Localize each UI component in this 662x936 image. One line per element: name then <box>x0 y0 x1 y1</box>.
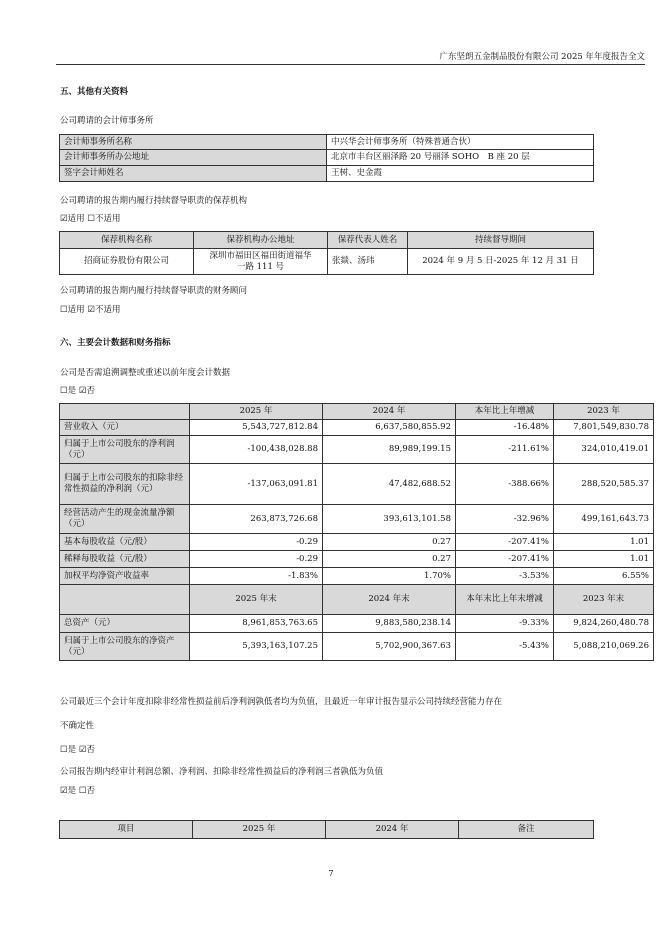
value-2023: 5,088,210,069.26 <box>554 633 654 661</box>
value-2023: 7,801,549,830.78 <box>554 420 654 436</box>
column-header: 项目 <box>60 821 193 839</box>
row-label: 总资产（元） <box>60 615 190 633</box>
column-header: 2024 年末 <box>323 585 456 615</box>
row-label: 基本每股收益（元/股） <box>60 534 190 551</box>
column-header: 2024 年 <box>323 404 456 420</box>
sponsor-name: 招商证券股份有限公司 <box>60 249 194 275</box>
going-concern-line2: 不确定性 <box>60 721 95 731</box>
value-change: -207.41% <box>456 534 554 551</box>
signing-accountants-label: 签字会计师姓名 <box>60 166 327 182</box>
sponsor-address-line1: 深圳市福田区福田街道福华 <box>209 250 312 261</box>
table-row <box>60 436 654 464</box>
table-header-row <box>60 821 594 839</box>
section5-heading: 五、其他有关资料 <box>60 87 129 97</box>
accounting-firm-table <box>59 134 594 182</box>
table-row <box>60 420 654 436</box>
sponsor-option: ☑适用 ☐不适用 <box>60 214 121 224</box>
table-row <box>60 633 654 661</box>
sponsor-period: 2024 年 9 月 5 日-2025 年 12 月 31 日 <box>408 249 594 275</box>
value-change: -3.53% <box>456 568 554 585</box>
value-2024: 5,702,900,367.63 <box>323 633 456 661</box>
value-2023: 288,520,585.37 <box>554 464 654 505</box>
value-2025: 263,873,726.68 <box>190 505 323 534</box>
column-header: 持续督导期间 <box>408 232 594 249</box>
value-change: -207.41% <box>456 551 554 568</box>
column-header: 2025 年 <box>193 821 326 839</box>
firm-name-value: 中兴华会计师事务所（特殊普通合伙） <box>327 135 594 150</box>
value-2023: 1.01 <box>554 534 654 551</box>
value-2025: -137,063,091.81 <box>190 464 323 505</box>
firm-name-label: 会计师事务所名称 <box>60 135 327 150</box>
value-2025: -100,438,028.88 <box>190 436 323 464</box>
column-header <box>60 404 190 420</box>
value-2023: 1.01 <box>554 551 654 568</box>
value-2025: 8,961,853,763.65 <box>190 615 323 633</box>
value-change: -32.96% <box>456 505 554 534</box>
column-header: 2025 年末 <box>190 585 323 615</box>
row-label: 经营活动产生的现金流量净额（元） <box>60 505 190 534</box>
value-2023: 499,161,643.73 <box>554 505 654 534</box>
column-header: 备注 <box>459 821 594 839</box>
going-concern-option: ☐是 ☑否 <box>60 745 95 755</box>
table-row <box>60 166 594 182</box>
value-change: -211.61% <box>456 436 554 464</box>
table-row <box>60 150 594 166</box>
table-row <box>60 135 594 150</box>
value-2023: 9,824,260,480.78 <box>554 615 654 633</box>
row-label: 加权平均净资产收益率 <box>60 568 190 585</box>
table-row <box>60 249 594 275</box>
advisor-option: ☐适用 ☑不适用 <box>60 305 121 315</box>
value-change: -16.48% <box>456 420 554 436</box>
value-2023: 6.55% <box>554 568 654 585</box>
row-label: 归属于上市公司股东的扣除非经常性损益的净利润（元） <box>60 464 190 505</box>
going-concern-line1: 公司最近三个会计年度扣除非经常性损益前后净利润孰低者均为负值，且最近一年审计报告显示公司持续经营能力存在 <box>60 697 503 707</box>
lowest-profit-question: 公司报告期内经审计利润总额、净利润、扣除非经常性损益后的净利润三者孰低为负值 <box>60 767 384 777</box>
financial-data-table <box>59 403 654 661</box>
column-header <box>60 585 190 615</box>
value-2024: 47,482,688.52 <box>323 464 456 505</box>
table-row <box>60 464 654 505</box>
column-header: 保荐代表人姓名 <box>328 232 408 249</box>
value-2025: -0.29 <box>190 551 323 568</box>
table-header-row <box>60 404 654 420</box>
section6-heading: 六、主要会计数据和财务指标 <box>60 338 171 348</box>
signing-accountants-value: 王树、史金霞 <box>327 166 594 182</box>
firm-address-value: 北京市丰台区丽泽路 20 号丽泽 SOHO B 座 20 层 <box>327 150 594 166</box>
table-row <box>60 615 654 633</box>
firm-address-label: 会计师事务所办公地址 <box>60 150 327 166</box>
value-2024: 0.27 <box>323 551 456 568</box>
column-header: 本年末比上年末增减 <box>456 585 554 615</box>
sponsor-table <box>59 231 594 275</box>
value-2024: 89,989,199.15 <box>323 436 456 464</box>
sponsor-reps: 张燚、汤玮 <box>328 249 408 275</box>
advisor-intro: 公司聘请的报告期内履行持续督导职责的财务顾问 <box>60 286 248 296</box>
column-header: 2024 年 <box>326 821 459 839</box>
value-2024: 0.27 <box>323 534 456 551</box>
value-2024: 1.70% <box>323 568 456 585</box>
column-header: 本年比上年增减 <box>456 404 554 420</box>
page-header-title: 广东坚朗五金制品股份有限公司 2025 年年度报告全文 <box>439 52 645 62</box>
sponsor-intro: 公司聘请的报告期内履行持续督导职责的保荐机构 <box>60 196 248 206</box>
row-label: 归属于上市公司股东的净资产（元） <box>60 633 190 661</box>
value-change: -5.43% <box>456 633 554 661</box>
value-2023: 324,010,419.01 <box>554 436 654 464</box>
sponsor-address <box>194 249 328 275</box>
value-change: -388.66% <box>456 464 554 505</box>
value-2025: 5,543,727,812.84 <box>190 420 323 436</box>
sponsor-address-line2: 一路 111 号 <box>236 261 285 272</box>
value-2024: 9,883,580,238.14 <box>323 615 456 633</box>
value-2024: 6,637,580,855.92 <box>323 420 456 436</box>
accounting-firm-intro: 公司聘请的会计师事务所 <box>60 116 154 126</box>
table-row <box>60 534 654 551</box>
table-header-row <box>60 585 654 615</box>
table-header-row <box>60 232 594 249</box>
table-row <box>60 568 654 585</box>
restate-option: ☐是 ☑否 <box>60 386 95 396</box>
value-2025: 5,393,163,107.25 <box>190 633 323 661</box>
value-2025: -1.83% <box>190 568 323 585</box>
value-2024: 393,613,101.58 <box>323 505 456 534</box>
loss-detail-table <box>59 820 594 839</box>
value-2025: -0.29 <box>190 534 323 551</box>
row-label: 稀释每股收益（元/股） <box>60 551 190 568</box>
column-header: 2023 年末 <box>554 585 654 615</box>
page-number: 7 <box>328 869 334 879</box>
row-label: 归属于上市公司股东的净利润（元） <box>60 436 190 464</box>
value-change: -9.33% <box>456 615 554 633</box>
column-header: 保荐机构办公地址 <box>194 232 328 249</box>
table-row <box>60 505 654 534</box>
table-row <box>60 551 654 568</box>
restate-question: 公司是否需追溯调整或重述以前年度会计数据 <box>60 368 231 378</box>
row-label: 营业收入（元） <box>60 420 190 436</box>
column-header: 保荐机构名称 <box>60 232 194 249</box>
column-header: 2025 年 <box>190 404 323 420</box>
lowest-profit-option: ☑是 ☐否 <box>60 786 95 796</box>
column-header: 2023 年 <box>554 404 654 420</box>
header-divider <box>56 64 645 65</box>
